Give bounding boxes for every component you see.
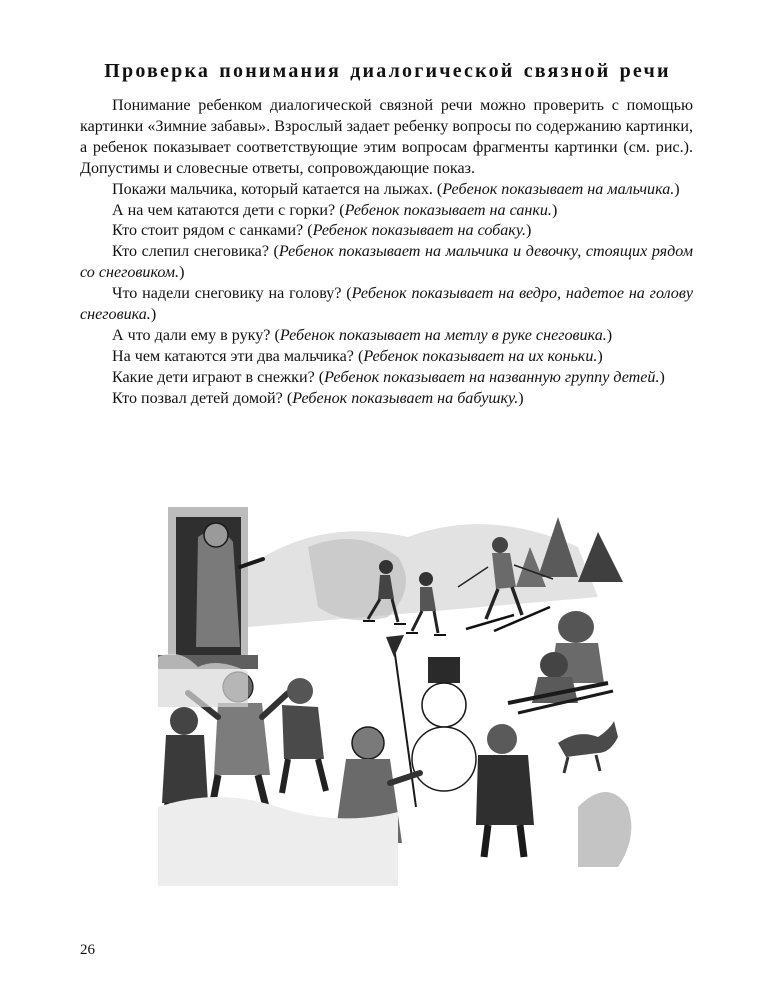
question-text: Какие дети играют в снежки? — [112, 368, 315, 386]
illustration-svg — [158, 507, 641, 886]
question-item: На чем катаются эти два мальчика? (Ребенок показывает на их коньки.) — [112, 347, 603, 365]
grandmother-head — [204, 523, 228, 547]
question-item: Кто слепил снеговика? (Ребенок показывает на мальчика и девочку, стоящих рядом со снеговиком.) — [80, 243, 693, 282]
bucket-hat — [428, 657, 460, 683]
expected-answer: Ребенок показывает на мальчика и девочку, стоящих рядом со снеговиком. — [80, 243, 693, 282]
question-text: Кто слепил снеговика? — [112, 243, 269, 261]
question-text: Что надели снеговику на голову? — [112, 285, 342, 303]
expected-answer: Ребенок показывает на собаку. — [312, 222, 526, 240]
question-text: А на чем катаются дети с горки? — [112, 201, 336, 219]
expected-answer: Ребенок показывает на метлу в руке снеговика. — [279, 326, 607, 344]
question-text: Кто позвал детей домой? — [112, 389, 283, 407]
page-number: 26 — [80, 942, 95, 958]
expected-answer: Ребенок показывает на названную группу детей. — [324, 368, 660, 386]
winter-fun-illustration — [158, 507, 641, 886]
question-text: Покажи мальчика, который катается на лыжах. — [112, 180, 433, 198]
question-item: Кто позвал детей домой? (Ребенок показывает на бабушку.) — [112, 389, 524, 407]
question-item: Что надели снеговику на голову? (Ребенок показывает на ведро, надетое на голову снеговика.) — [80, 285, 693, 324]
question-text: Кто стоит рядом с санками? — [112, 222, 304, 240]
body-text — [80, 96, 693, 410]
question-item: А на чем катаются дети с горки? (Ребенок показывает на санки.) — [112, 201, 558, 219]
expected-answer: Ребенок показывает на ведро, надетое на голову снеговика. — [80, 285, 693, 324]
grandmother-figure — [196, 531, 240, 647]
question-item: Покажи мальчика, который катается на лыжах. (Ребенок показывает на мальчика.) — [112, 180, 680, 198]
page-title: Проверка понимания диалогической связной речи — [104, 60, 671, 82]
question-text: А что дали ему в руку? — [112, 326, 271, 344]
question-item: Какие дети играют в снежки? (Ребенок показывает на названную группу детей.) — [112, 368, 665, 386]
question-text: На чем катаются эти два мальчика? — [112, 347, 354, 365]
question-item: А что дали ему в руку? (Ребенок показывает на метлу в руке снеговика.) — [112, 326, 613, 344]
question-item: Кто стоит рядом с санками? (Ребенок показывает на собаку.) — [112, 222, 532, 240]
expected-answer: Ребенок показывает на санки. — [344, 201, 552, 219]
expected-answer: Ребенок показывает на бабушку. — [292, 389, 519, 407]
intro-paragraph: Понимание ребенком диалогической связной речи можно проверить с помощью картинки «Зимние забавы». Взрослый задает ребенку вопросы по содержанию картинки, а ребенок показывает соответствующие этим вопросам фрагменты картинки (см. рис.). Допустимы и словесные ответы, сопровождающие показ. — [80, 97, 693, 177]
snowy-bush — [578, 792, 631, 867]
expected-answer: Ребенок показывает на мальчика. — [442, 180, 675, 198]
expected-answer: Ребенок показывает на их коньки. — [363, 347, 598, 365]
